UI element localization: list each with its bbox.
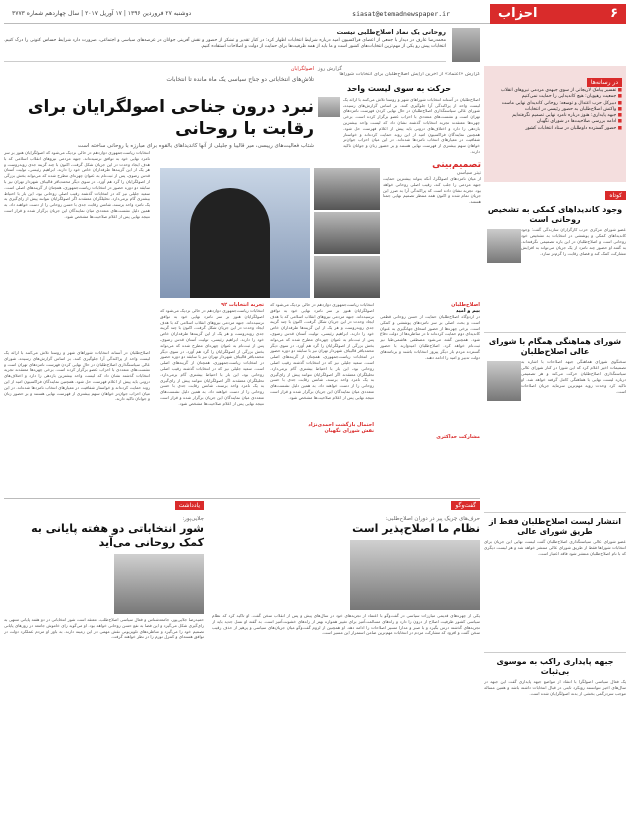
main-subhead-1: احتمال بازگشت احمدی‌نژاد [308,422,374,428]
main-body-col-2 [270,302,374,492]
main-story-body [160,302,480,492]
news-brief-box [484,66,626,182]
main-story-label: اصولگرایان [290,66,314,72]
main-subhead-2: نقش شورای نگهبان [324,428,374,434]
main-story-kicker: تلاش‌های انتخاباتی دو جناح سیاسی یک ماه مانده تا انتخابات [166,76,314,83]
jalaeipour-story [4,499,204,817]
brief-item: ■ دبیرکل حزب اعتدال و توسعه: روحانی کاندیدای نهایی ماست [501,100,622,106]
report-photo [318,97,340,117]
main-body-col-1 [380,302,480,492]
main-subhead-3: تجربه انتخابات ۹۲ [221,302,264,308]
main-story-headline: نبرد درون جناحی اصولگرایان برای رقابت با روحانی [27,97,314,139]
jalaeipour-headline: شور انتخاباتی دو هفته پایانی به کمک روحانی می‌آید [31,522,204,549]
main-story-subhead: شتاب فعالیت‌های رییسی، میر قالیبا و جلیلی از آنها کاندیداهای بالقوه برای مبارزه با روحانی ساخته است [77,143,314,149]
column-body: در اردوگاه اصلاح‌طلبان حمایت از حسن روحانی قطعی است و بحث اصلی بر سر نامزدهای پوششی و کمکی است. برخی چهره‌ها از حضور اسحاق جهانگیری به عنوان کاندیدای دوم حمایت کرده‌اند تا در مناظره‌ها از دولت دفاع شود. همچنین گفته می‌شود مصطفی هاشمی‌طبا نیز ثبت‌نام خواهد کرد. اصلاح‌طلبان امیدوارند با حضور گسترده مردم بار دیگر پیروز انتخابات باشند و برنامه‌های دولت تدبیر و امید را ادامه دهند. [380,314,480,360]
story-body: سخنگوی شورای هماهنگی جبهه اصلاحات با اشاره به تصمیمات اخیر اعلام کرد که این شورا در کنار شورای عالی سیاستگذاری اصلاح‌طلبان حرکت می‌کند و هر تصمیمی درباره لیست نهایی با هماهنگی کامل گرفته خواهد شد. او تاکید کرد وحدت رویه مهم‌ترین سرمایه جریان اصلاحات است. [521,359,626,394]
photo-figure [190,188,270,298]
interview-body: یکی از چهره‌های قدیمی مبارزات سیاسی در گفت‌وگو با اعتماد از تجربه‌های خود در سال‌های پیش و پس از انقلاب سخن گفت. او تاکید کرد که نظام سیاسی کشور ظرفیت اصلاح از درون را دارد و راه‌های مسالمت‌آمیز برای تغییر همواره بهتر از راه‌های خشونت‌آمیز است. به گفته او نسل جدید باید از تجربه‌های گذشته درس بگیرد و با صبر و مدارا مسیر اصلاحات را ادامه دهد. او همچنین از لزوم گفت‌وگو میان جریان‌های سیاسی و پرهیز از حذف رقیب سخن گفت و افزود که مشارکت مردم در انتخابات مهم‌ترین ضامن استمرار این مسیر است. [212,613,480,636]
lead-body: محمدرضا عارف در دیدار با جمعی از اعضای فراکسیون امید درباره شرایط انتخابات اظهار کرد: در کنار تقدیر و تشکر از حضور و نقش آفرینی جوانان در عرصه‌های سیاسی و اجتماعی، ضرورت دارد شرایط حساس کنونی را درک کنیم. انتخابات پیش رو یکی از مهم‌ترین انتخابات‌های کشور است و ما باید از همه ظرفیت‌ها برای حمایت از دولت و اصلاحات استفاده کنیم. [4,38,446,49]
interview-photo [350,540,480,610]
jalaeipour-label: یادداشت [175,501,204,510]
opinion-headline: تصمیم‌بینی [432,160,481,170]
story-photo [487,361,521,401]
bottom-section [4,498,480,816]
brief-item: ■ تفسیر پیامک لاریجانی از سوی جبهه‌ی مردمی نیروهای انقلاب [500,88,622,93]
story-headline: انتشار لیست اصلاح‌طلبان فقط از طریق شورای عالی [489,517,621,536]
brief-item: ■ جمعیت رهپویان: هیچ کاندیدایی را حمایت نمی‌کنیم [521,94,622,100]
right-column [484,66,626,820]
interview-kicker: حرف‌های چریک پیر در دوران اصلاح‌طلبی: [385,516,480,522]
jalaeipour-body: حمیدرضا جلایی‌پور، جامعه‌شناس و فعال سیاسی اصلاح‌طلب، معتقد است شور انتخاباتی در دو هفته پایانی منتهی به رای‌گیری شکل می‌گیرد و این فضا به نفع حسن روحانی خواهد بود. او می‌گوید رای خاموش جامعه در روزهای پایانی تصمیم خود را می‌گیرد و مناظره‌های تلویزیونی نقش مهمی در این زمینه دارند. به باور او مردم عملکرد دولت در توافق هسته‌ای و کنترل تورم را در نظر خواهند گرفت. [4,617,204,640]
report-kicker: گزارش «اعتماد» از آخرین آرایش اصلاح‌طلبان برای انتخابات شوراها [339,72,480,77]
right-story-3 [484,512,626,652]
story-headline: جبهه پایداری راکب به موسوی بی‌ثبات [496,657,614,676]
brief-item: ■ جبهه پایداری: هنوز درباره نامزد نهایی تصمیم نگرفته‌ایم [512,113,622,119]
opinion-body: از میان نامزدهای اصولگرا، آنکه بتواند بیشترین حمایت جبهه مردمی را جلب کند، رقیب اصلی روحانی خواهد بود. تجربه نشان داده است که پراکندگی آرا به ضرر این جریان تمام شده و اکنون همه منتظر تصمیم نهایی جمنا هستند. [383,176,481,205]
right-story-1 [484,182,626,332]
raisi-photo [314,168,380,210]
main-body-col-3 [160,302,264,492]
interview-headline: نظام ما اصلاح‌پذیر است [352,522,480,535]
report-label: گزارش روز [318,66,342,72]
story-body: یک فعال سیاسی اصولگرا با انتقاد از مواضع جبهه پایداری گفت این جبهه در سال‌های اخیر نتوانسته رویکرد ثابتی در قبال انتخابات داشته باشد و همین مساله موجب سردرگمی بخشی از بدنه اصولگرایان شده است. [484,679,626,696]
page-number: ۶ [610,6,618,21]
main-body-text-continued: انتخابات ریاست‌جمهوری دوازدهم در حالی نزدیک می‌شود که اصولگرایان هنوز بر سر نامزد نهایی خود به توافق نرسیده‌اند. جبهه مردمی نیروهای انقلاب اسلامی که با هدف ایجاد وحدت در این جریان شکل گرفت، اکنون با چند گزینه جدی روبه‌روست و هر یک از این گزینه‌ها طرفداران خاص خود را دارند. ابراهیم رئیسی، تولیت آستان قدس رضوی، پس از ثبت‌نام به عنوان چهره‌ای مطرح شده که می‌تواند بخش بزرگی از اصولگرایان را گرد هم آورد. در سوی دیگر محمدباقر قالیباف شهردار تهران نیز با سابقه دو دوره حضور در انتخابات ریاست‌جمهوری، همچنان از گزینه‌های اصلی است. سعید جلیلی نیز که در انتخابات گذشته رقیب اصلی روحانی بود، این بار با احتیاط بیشتری گام برمی‌دارد. تحلیلگران معتقدند اگر اصولگرایان نتوانند پیش از رای‌گیری به یک نامزد واحد برسند، شانس رقابت جدی با حسن روحانی را از دست خواهند داد. به همین دلیل نشست‌های متعددی میان نمایندگان این جریان برگزار شده و قرار است نتیجه نهایی پس از اعلام صلاحیت‌ها مشخص شود. [160,308,264,406]
right-story-4 [484,652,626,802]
brief-item: ■ واکنش اصلاح‌طلبان به حضور رئیسی در انتخابات [524,106,622,112]
left-col-text-2: اصلاح‌طلبان در آستانه انتخابات شوراهای شهر و روستا تلاش می‌کنند با ارائه یک لیست واحد از پراکندگی آرا جلوگیری کنند. بر اساس گزارش‌های رسیده، شورای عالی سیاستگذاری اصلاح‌طلبان در حال نهایی کردن فهرست نامزدهای تهران است و نشست‌های متعددی با احزاب عضو برگزار کرده است. برخی چهره‌ها معتقدند تجربه انتخابات گذشته نشان داد که لیست واحد بیشترین بازدهی را دارد و اختلاف‌های درونی باید پیش از اعلام فهرست حل شود. همچنین نمایندگان فراکسیون امید از این روند حمایت کرده‌اند و خواستار شفافیت در معیارهای انتخاب نامزدها شده‌اند. در این میان احزاب جوان‌تر خواهان سهم بیشتری از فهرست نهایی هستند و بر حضور زنان و جوانان تاکید دارند. [4,350,150,402]
story-headline: وجود کاندیداهای کمکی به تشخیص روحانی است [487,205,623,224]
right-story-2 [484,332,626,512]
opinion-label: تیتر سیاسی [456,170,481,176]
column-label: اصلاح‌طلبان [451,302,480,308]
story-label: کوتاه [605,191,626,200]
interview-story [212,499,480,817]
jalili-photo [314,212,380,254]
brief-item: ■ حضور گسترده داوطلبان در ستاد انتخابات کشور [525,125,622,131]
story-body: عضو شورای مرکزی حزب کارگزاران سازندگی گفت: وجود کاندیداهای کمکی و پوششی در انتخابات به تشخیص خود روحانی است و اصلاح‌طلبان در این باره تصمیمی نگرفته‌اند. به گفته او حضور چند نامزد از یک جریان می‌تواند به افزایش مشارکت کمک کند و فضای رقابت را گرم‌تر سازد. [521,227,626,256]
masthead [4,4,626,24]
lead-title: روحانی یک نماد اصلاح‌طلبی نیست [336,28,446,36]
rouhani-photo [160,168,310,298]
interview-label: گفت‌وگو [451,501,480,510]
story-headline: شورای هماهنگی همگام با شورای عالی اصلاح‌طلبان [488,337,622,356]
jalaeipour-kicker: جلایی‌پور: [182,516,204,522]
story-body: عضو شورای عالی سیاستگذاری اصلاح‌طلبان گفت لیست نهایی این جریان برای انتخابات شوراها فقط از طریق شورای عالی منتشر خواهد شد و هر لیست دیگری که با نام اصلاح‌طلبان منتشر شود فاقد اعتبار است. [484,539,626,556]
lead-story [4,28,446,62]
brief-item: ■ ادامه بررسی صلاحیت‌ها در شورای نگهبان [536,119,622,125]
section-banner [490,4,626,24]
report-headline: حرکت به سوی لیست واحد [346,83,452,93]
left-column [4,66,150,486]
jalaeipour-photo [114,554,204,614]
column-subhead: بیم و امید [455,308,480,314]
story-photo [487,229,521,263]
main-body-text: انتخابات ریاست‌جمهوری دوازدهم در حالی نزدیک می‌شود که اصولگرایان هنوز بر سر نامزد نهایی خود به توافق نرسیده‌اند. جبهه مردمی نیروهای انقلاب اسلامی که با هدف ایجاد وحدت در این جریان شکل گرفت، اکنون با چند گزینه جدی روبه‌روست و هر یک از این گزینه‌ها طرفداران خاص خود را دارند. ابراهیم رئیسی، تولیت آستان قدس رضوی، پس از ثبت‌نام به عنوان چهره‌ای مطرح شده که می‌تواند بخش بزرگی از اصولگرایان را گرد هم آورد. در سوی دیگر محمدباقر قالیباف شهردار تهران نیز با سابقه دو دوره حضور در انتخابات ریاست‌جمهوری، همچنان از گزینه‌های اصلی است. سعید جلیلی نیز که در انتخابات گذشته رقیب اصلی روحانی بود، این بار با احتیاط بیشتری گام برمی‌دارد. تحلیلگران معتقدند اگر اصولگرایان نتوانند پیش از رای‌گیری به یک نامزد واحد برسند، شانس رقابت جدی با حسن روحانی را از دست خواهند داد. به همین دلیل نشست‌های متعددی میان نمایندگان این جریان برگزار شده و قرار است نتیجه نهایی پس از اعلام صلاحیت‌ها مشخص شود. [270,302,374,400]
section-title: احزاب [498,6,538,21]
column-subhead-2: مشارکت حداکثری [436,434,480,440]
qalibaf-photo [314,256,380,298]
lead-portrait-photo [452,28,480,62]
left-col-text: انتخابات ریاست‌جمهوری دوازدهم در حالی نزدیک می‌شود که اصولگرایان هنوز بر سر نامزد نهایی خود به توافق نرسیده‌اند. جبهه مردمی نیروهای انقلاب اسلامی که با هدف ایجاد وحدت در این جریان شکل گرفت، اکنون با چند گزینه جدی روبه‌روست و هر یک از این گزینه‌ها طرفداران خاص خود را دارند. ابراهیم رئیسی، تولیت آستان قدس رضوی، پس از ثبت‌نام به عنوان چهره‌ای مطرح شده که می‌تواند بخش بزرگی از اصولگرایان را گرد هم آورد. در سوی دیگر محمدباقر قالیباف شهردار تهران نیز با سابقه دو دوره حضور در انتخابات ریاست‌جمهوری، همچنان از گزینه‌های اصلی است. سعید جلیلی نیز که در انتخابات گذشته رقیب اصلی روحانی بود، این بار با احتیاط بیشتری گام برمی‌دارد. تحلیلگران معتقدند اگر اصولگرایان نتوانند پیش از رای‌گیری به یک نامزد واحد برسند، شانس رقابت جدی با حسن روحانی را از دست خواهند داد. به همین دلیل نشست‌های متعددی میان نمایندگان این جریان برگزار شده و قرار است نتیجه نهایی پس از اعلام صلاحیت‌ها مشخص شود. [4,150,150,219]
opinion-box [383,160,481,266]
brief-label: در رسانه‌ها [587,78,622,87]
issue-date: دوشنبه ۲۷ فروردین ۱۳۹۶ | ۱۷ آوریل ۲۰۱۷ | سال چهاردهم شماره ۳۷۷۳ [12,10,192,17]
newspaper-email[interactable]: siasat@etemadnewspaper.ir [352,9,450,18]
report-body: اصلاح‌طلبان در آستانه انتخابات شوراهای شهر و روستا تلاش می‌کنند با ارائه یک لیست واحد از پراکندگی آرا جلوگیری کنند. بر اساس گزارش‌های رسیده، شورای عالی سیاستگذاری اصلاح‌طلبان در حال نهایی کردن فهرست نامزدهای تهران است و نشست‌های متعددی با احزاب عضو برگزار کرده است. برخی چهره‌ها معتقدند تجربه انتخابات گذشته نشان داد که لیست واحد بیشترین بازدهی را دارد و اختلاف‌های درونی باید پیش از اعلام فهرست حل شود. همچنین نمایندگان فراکسیون امید از این روند حمایت کرده‌اند و خواستار شفافیت در معیارهای انتخاب نامزدها شده‌اند. در این میان احزاب جوان‌تر خواهان سهم بیشتری از فهرست نهایی هستند و بر حضور زنان و جوانان تاکید دارند. [343,96,480,154]
